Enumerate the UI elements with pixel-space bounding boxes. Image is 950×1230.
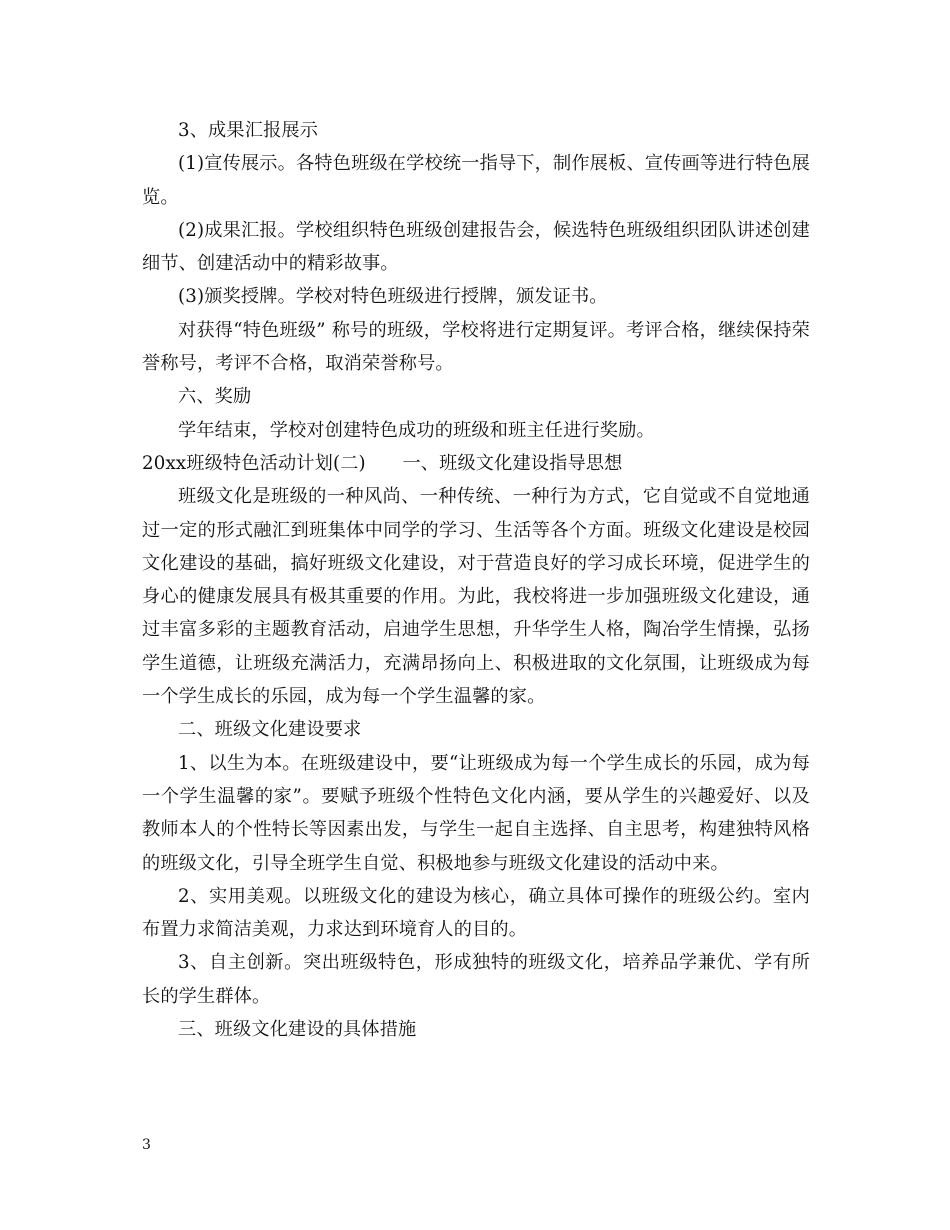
paragraph-results-report: (2)成果汇报。学校组织特色班级创建报告会，候选特色班级组织团队讲述创建细节、创建活动中的精彩故事。 [142, 219, 810, 275]
paragraph-student-oriented: 1、以生为本。在班级建设中，要“让班级成为每一个学生成长的乐园，成为每一个学生温馨的家”。要赋予班级个性特色文化内涵，要从学生的兴趣爱好、以及教师本人的个性特长等因素出发，与学生一起自主选择、自主思考，构建独特风格的班级文化，引导全班学生自觉、积极地参与班级文化建设的活动中来。 [142, 752, 810, 874]
heading-requirements: 二、班级文化建设要求 [178, 719, 362, 741]
paragraph-award-plaque: (3)颁奖授牌。学校对特色班级进行授牌，颁发证书。 [178, 286, 608, 308]
paragraph-periodic-review: 对获得“特色班级” 称号的班级，学校将进行定期复评。考评合格，继续保持荣誉称号，考评不合格，取消荣誉称号。 [142, 319, 810, 375]
paragraph-guiding-thought: 班级文化是班级的一种风尚、一种传统、一种行为方式，它自觉或不自觉地通过一定的形式融汇到班集体中同学的学习、生活等各个方面。班级文化建设是校园文化建设的基础，搞好班级文化建设，对于营造良好的学习成长环境，促进学生的身心的健康发展具有极其重要的作用。为此，我校将进一步加强班级文化建设，通过丰富多彩的主题教育活动，启迪学生思想，升华学生人格，陶冶学生情操，弘扬学生道德，让班级充满活力，充满昂扬向上、积极进取的文化氛围，让班级成为每一个学生成长的乐园，成为每一个学生温馨的家。 [142, 486, 810, 708]
paragraph-rewards: 学年结束，学校对创建特色成功的班级和班主任进行奖励。 [178, 419, 655, 441]
heading-plan-two: 20xx班级特色活动计划(二) 一、班级文化建设指导思想 [142, 452, 623, 474]
paragraph-innovation: 3、自主创新。突出班级特色，形成独特的班级文化，培养品学兼优、学有所长的学生群体。 [142, 952, 810, 1007]
document-body [142, 114, 810, 1046]
heading-results-report: 3、成果汇报展示 [178, 120, 319, 141]
paragraph-practical-beauty: 2、实用美观。以班级文化的建设为核心，确立具体可操作的班级公约。室内布置力求简洁美观，力求达到环境育人的目的。 [142, 885, 810, 941]
heading-measures: 三、班级文化建设的具体措施 [178, 1019, 417, 1041]
page-number: 3 [142, 1137, 151, 1153]
heading-rewards: 六、奖励 [178, 386, 252, 408]
paragraph-publicity-display: (1)宣传展示。各特色班级在学校统一指导下，制作展板、宣传画等进行特色展览。 [142, 153, 810, 208]
